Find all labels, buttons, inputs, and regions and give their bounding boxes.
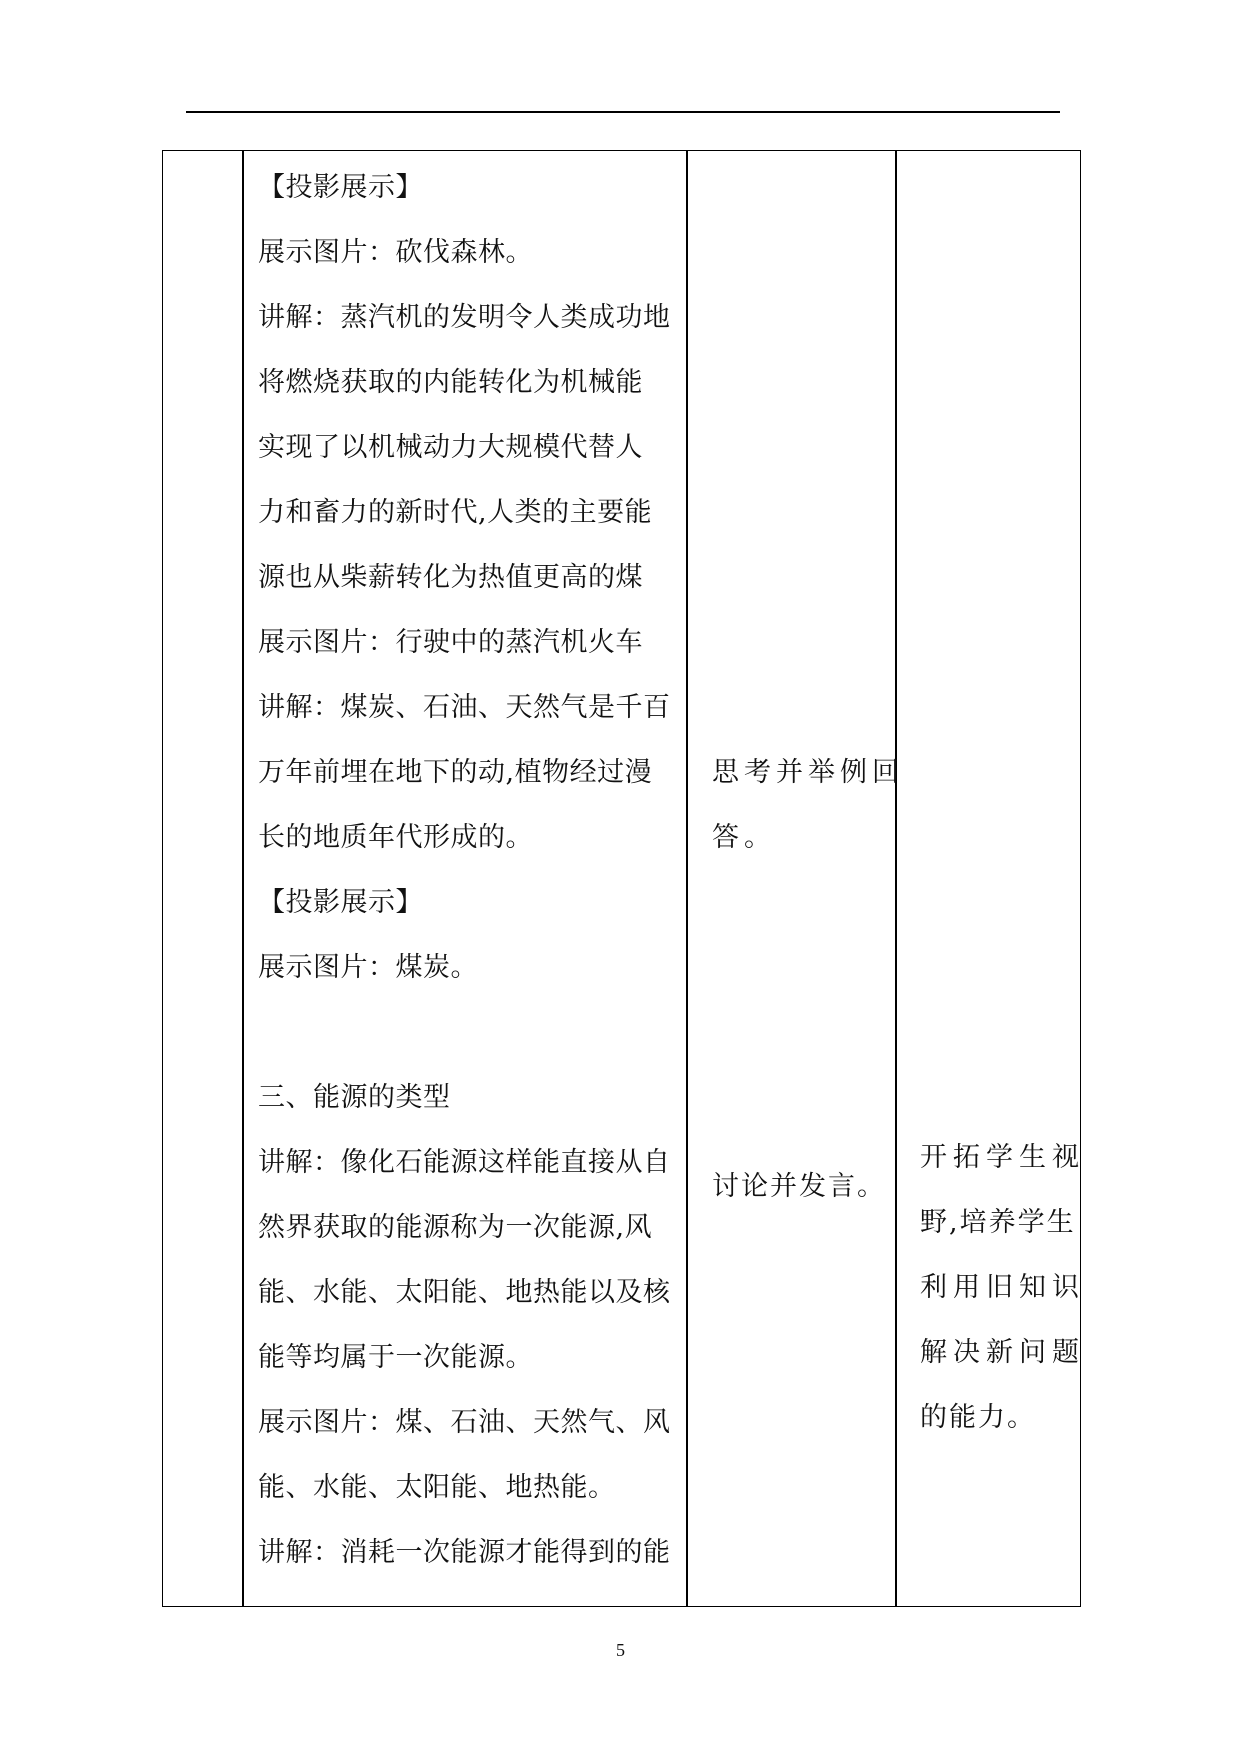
- text-line: 展示图片：砍伐森林。: [258, 237, 533, 268]
- student-activity-1: 思考并举例回 答。: [712, 757, 904, 853]
- column-divider-3: [895, 151, 897, 1606]
- text-line: 将燃烧获取的内能转化为机械能: [258, 367, 643, 398]
- text-line: 源也从柴薪转化为热值更高的煤: [258, 562, 643, 593]
- text-line: 讲解：煤炭、石油、天然气是千百: [258, 692, 671, 723]
- design-intent-text: 开拓学生视 野,培养学生 利用旧知识 解决新问题 的能力。: [920, 1142, 1085, 1433]
- text-line: 然界获取的能源称为一次能源,风: [258, 1212, 653, 1243]
- column-divider-1: [242, 151, 244, 1606]
- text-line: 能等均属于一次能源。: [258, 1342, 533, 1373]
- text-line: 【投影展示】: [258, 172, 423, 203]
- text-line: 万年前埋在地下的动,植物经过漫: [258, 757, 653, 788]
- text-line: 长的地质年代形成的。: [258, 822, 533, 853]
- section-heading: 三、能源的类型: [258, 1082, 451, 1113]
- header-rule: [186, 111, 1060, 113]
- text-line: 【投影展示】: [258, 887, 423, 918]
- text-line: 能、水能、太阳能、地热能。: [258, 1472, 616, 1503]
- lesson-table: [162, 150, 1085, 1607]
- text-line: 讲解：蒸汽机的发明令人类成功地: [258, 302, 671, 333]
- text-line: 展示图片：煤、石油、天然气、风: [258, 1407, 671, 1438]
- page-number: 5: [616, 1640, 625, 1660]
- text-line: 讲解：像化石能源这样能直接从自: [258, 1147, 671, 1178]
- text-line: 展示图片：煤炭。: [258, 952, 478, 983]
- blank-line: [258, 1000, 696, 1065]
- student-activity-2: 讨论并发言。: [712, 1171, 886, 1202]
- text-line: 实现了以机械动力大规模代替人: [258, 432, 643, 463]
- text-line: 力和畜力的新时代,人类的主要能: [258, 497, 653, 528]
- teacher-activity-column: [258, 155, 696, 1585]
- text-line: 展示图片：行驶中的蒸汽机火车: [258, 627, 643, 658]
- text-line: 讲解：消耗一次能源才能得到的能: [258, 1537, 671, 1568]
- text-line: 能、水能、太阳能、地热能以及核: [258, 1277, 671, 1308]
